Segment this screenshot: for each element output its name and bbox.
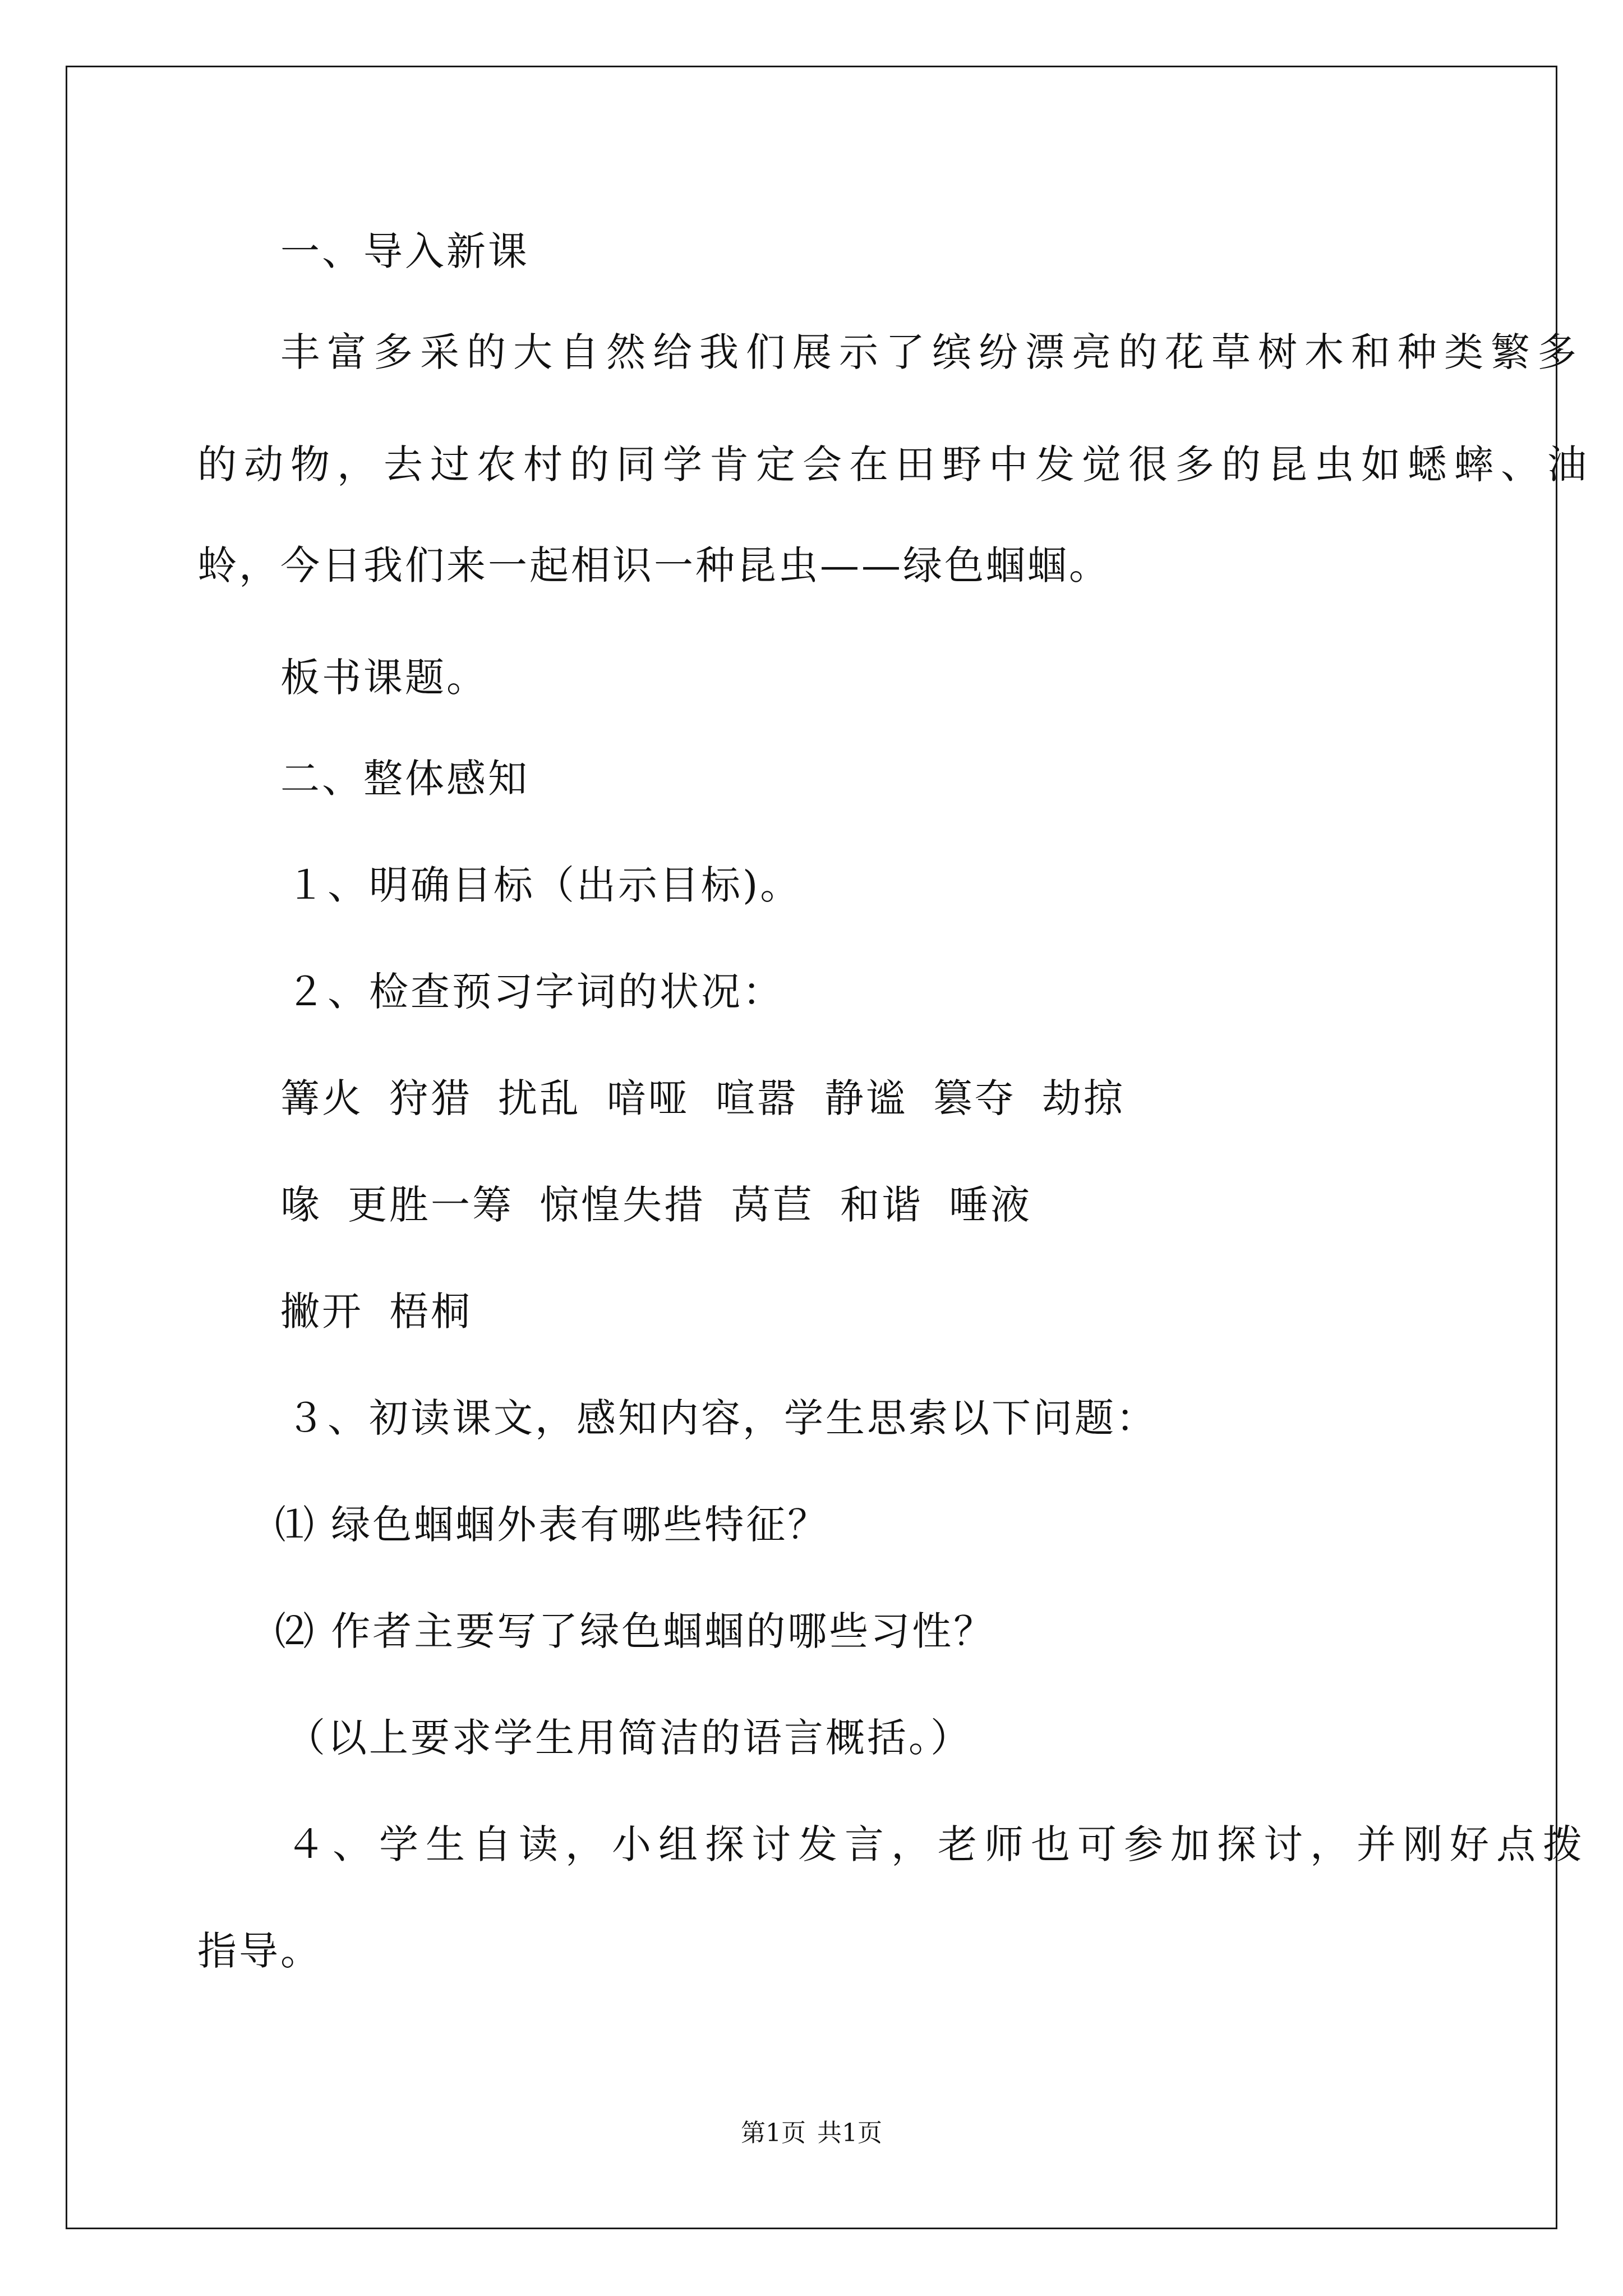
vocab-word: 劫掠 xyxy=(1042,1075,1125,1121)
vocab-word: 更胜一筹 xyxy=(348,1182,514,1228)
vocab-word: 喧嚣 xyxy=(716,1075,799,1121)
page-number-current: 第1页 xyxy=(741,2119,806,2147)
vocab-word: 狩猎 xyxy=(389,1075,472,1121)
vocab-word: 扰乱 xyxy=(498,1075,581,1121)
step-item: ３、初读课文，感知内容，学生思索以下问题： xyxy=(286,1395,1158,1441)
vocab-word: 撇开 xyxy=(280,1289,363,1335)
vocab-word: 静谧 xyxy=(824,1075,907,1121)
page-footer xyxy=(0,2116,1623,2150)
intro-paragraph-line: 的动物，去过农村的同学肯定会在田野中发觉很多的昆虫如蟋蟀、油 xyxy=(197,441,1594,487)
vocab-word: 篡夺 xyxy=(933,1075,1016,1121)
vocab-word: 喑哑 xyxy=(607,1075,690,1121)
section-heading-perception: 二、整体感知 xyxy=(280,756,529,802)
vocab-word: 唾液 xyxy=(949,1182,1032,1228)
vocab-row xyxy=(280,1073,1151,1124)
step-item: １、明确目标（出示目标)。 xyxy=(286,862,802,908)
page-number-total: 共1页 xyxy=(817,2119,882,2147)
step-item: ２、检查预习字词的状况： xyxy=(286,969,784,1015)
step-item: ４、学生自读，小组探讨发言，老师也可参加探讨，并刚好点拨 xyxy=(286,1821,1589,1867)
vocab-word: 和谐 xyxy=(840,1182,923,1228)
intro-paragraph-line: 蛉，今日我们来一起相识一种昆虫——绿色蝈蝈。 xyxy=(197,542,1110,588)
vocab-word: 莴苣 xyxy=(731,1182,814,1228)
intro-paragraph-line: 丰富多采的大自然给我们展示了缤纷漂亮的花草树木和种类繁多 xyxy=(280,329,1584,375)
board-title-text: 板书课题。 xyxy=(280,655,488,701)
vocab-row xyxy=(280,1180,1058,1230)
vocab-word: 喙 xyxy=(280,1182,322,1228)
step-item-continuation: 指导。 xyxy=(197,1928,322,1974)
question-item: ⑵ 作者主要写了绿色蝈蝈的哪些习性？ xyxy=(275,1608,995,1654)
question-item: ⑴ 绿色蝈蝈外表有哪些特征？ xyxy=(275,1502,829,1548)
vocab-word: 惊惶失措 xyxy=(540,1182,706,1228)
section-heading-intro: 一、导入新课 xyxy=(280,228,529,274)
note-text: （以上要求学生用简洁的语言概括。） xyxy=(286,1715,972,1761)
vocab-word: 篝火 xyxy=(280,1075,363,1121)
vocab-word: 梧桐 xyxy=(389,1289,472,1335)
vocab-row xyxy=(280,1286,498,1337)
